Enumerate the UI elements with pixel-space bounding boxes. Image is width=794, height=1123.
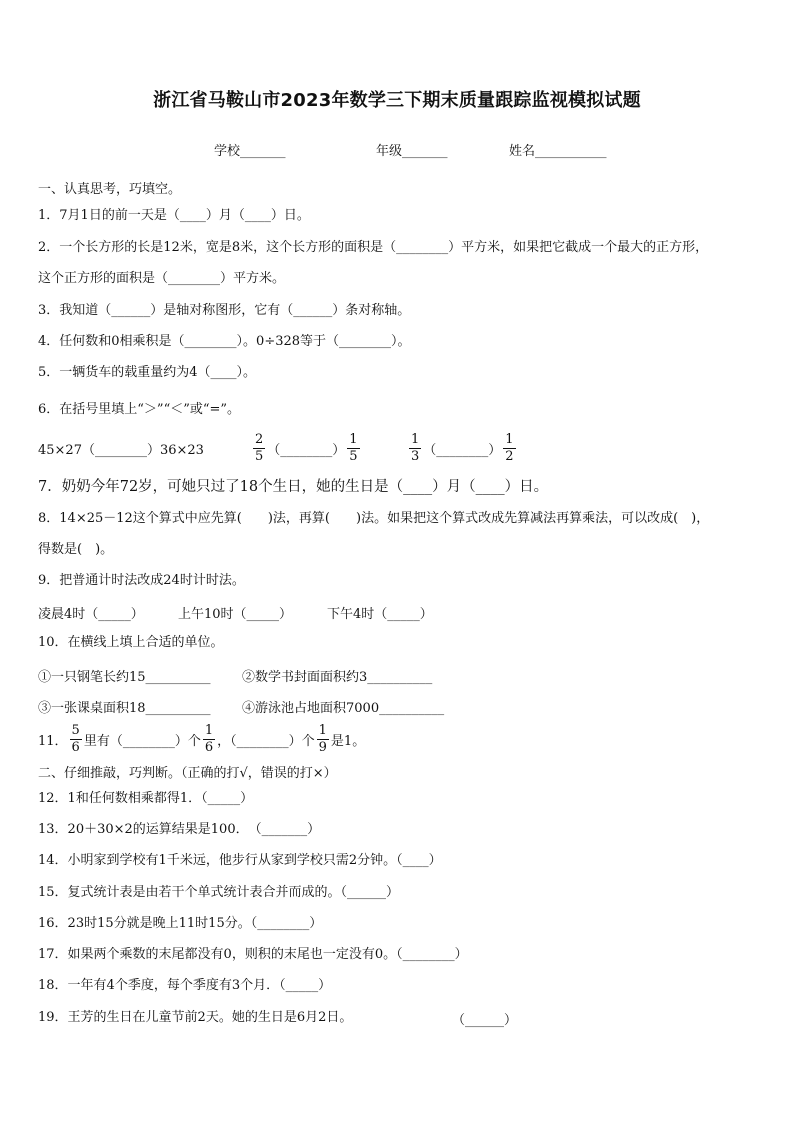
question-11: 11． $\frac{5}{6}$ 里有（________）个 $\frac{1}{6}$ ，（________）个 $\frac{1}{9}$ 是1。 [38, 723, 366, 755]
section-heading-judge: 二、仔细推敲，巧判断。（正确的打√，错误的打×） [38, 766, 337, 781]
question-9-item-1: 凌晨4时（_____） [38, 607, 144, 622]
question-12: 12．1和任何数相乘都得1．（_____） [38, 791, 254, 806]
fraction: $\frac{1}{9}$ [318, 723, 327, 755]
question-6-item-c: $\frac{1}{3}$ （________） $\frac{1}{2}$ [411, 432, 514, 464]
question-15: 15．复式统计表是由若干个单式统计表合并而成的。（______） [38, 885, 400, 900]
fraction: $\frac{5}{6}$ [71, 723, 80, 755]
question-10-item-1: ①一只钢笔长约15__________ [38, 670, 211, 685]
question-10-item-2: ②数学书封面面积约3__________ [242, 670, 433, 685]
question-2-line-1: 2．一个长方形的长是12米，宽是8米，这个长方形的面积是（________）平方米，如果把它截成一个最大的正方形， [38, 240, 709, 255]
question-10-item-4: ④游泳池占地面积7000__________ [242, 701, 445, 716]
grade-field: 年级_______ [376, 144, 448, 159]
fraction: $\frac{1}{3}$ [411, 432, 420, 464]
question-13: 13．20＋30×2的运算结果是100． （_______） [38, 822, 321, 837]
question-2-line-2: 这个正方形的面积是（________）平方米。 [38, 271, 286, 286]
question-10: 10．在横线上填上合适的单位。 [38, 635, 224, 650]
question-10-item-3: ③一张课桌面积18__________ [38, 701, 211, 716]
question-9: 9．把普通计时法改成24时计时法。 [38, 573, 245, 588]
question-17: 17．如果两个乘数的末尾都没有0，则积的末尾也一定没有0。（________） [38, 947, 468, 962]
question-6-item-b: $\frac{2}{5}$ （________） $\frac{1}{5}$ [255, 432, 358, 464]
question-14: 14．小明家到学校有1千米远，他步行从家到学校只需2分钟。（____） [38, 853, 442, 868]
question-8-line-1: 8．14×25－12这个算式中应先算( )法，再算( )法。如果把这个算式改成先算减法再算乘法，可以改成( )， [38, 511, 710, 526]
question-16: 16．23时15分就是晚上11时15分。（________） [38, 916, 323, 931]
question-4: 4．任何数和0相乘积是（________）。0÷328等于（________）。 [38, 334, 411, 349]
fraction: $\frac{1}{6}$ [204, 723, 214, 755]
question-9-item-3: 下午4时（_____） [327, 607, 433, 622]
question-19-answer-blank: （______） [452, 1013, 518, 1028]
question-1: 1．7月1日的前一天是（____）月（____）日。 [38, 208, 310, 223]
question-7: 7．奶奶今年72岁，可她只过了18个生日，她的生日是（____）月（____）日。 [38, 479, 549, 495]
question-18: 18．一年有4个季度，每个季度有3个月．（_____） [38, 978, 332, 993]
fraction: $\frac{1}{2}$ [505, 432, 514, 464]
question-6: 6．在括号里填上“＞”“＜”或“=”。 [38, 402, 241, 417]
section-heading-fill: 一、认真思考，巧填空。 [38, 182, 182, 197]
question-19: 19．王芳的生日在儿童节前2天。她的生日是6月2日。 [38, 1010, 353, 1025]
question-9-item-2: 上午10时（_____） [178, 607, 293, 622]
school-field: 学校_______ [214, 144, 286, 159]
name-field: 姓名___________ [509, 144, 607, 159]
question-5: 5．一辆货车的载重量约为4（____）。 [38, 365, 257, 380]
page-title: 浙江省马鞍山市2023年数学三下期末质量跟踪监视模拟试题 [153, 90, 641, 111]
fraction: $\frac{1}{5}$ [349, 432, 358, 464]
question-8-line-2: 得数是( )。 [38, 542, 114, 557]
question-3: 3．我知道（______）是轴对称图形，它有（______）条对称轴。 [38, 303, 411, 318]
question-6-item-a: 45×27（________）36×23 [38, 443, 204, 458]
fraction: $\frac{2}{5}$ [255, 432, 264, 464]
